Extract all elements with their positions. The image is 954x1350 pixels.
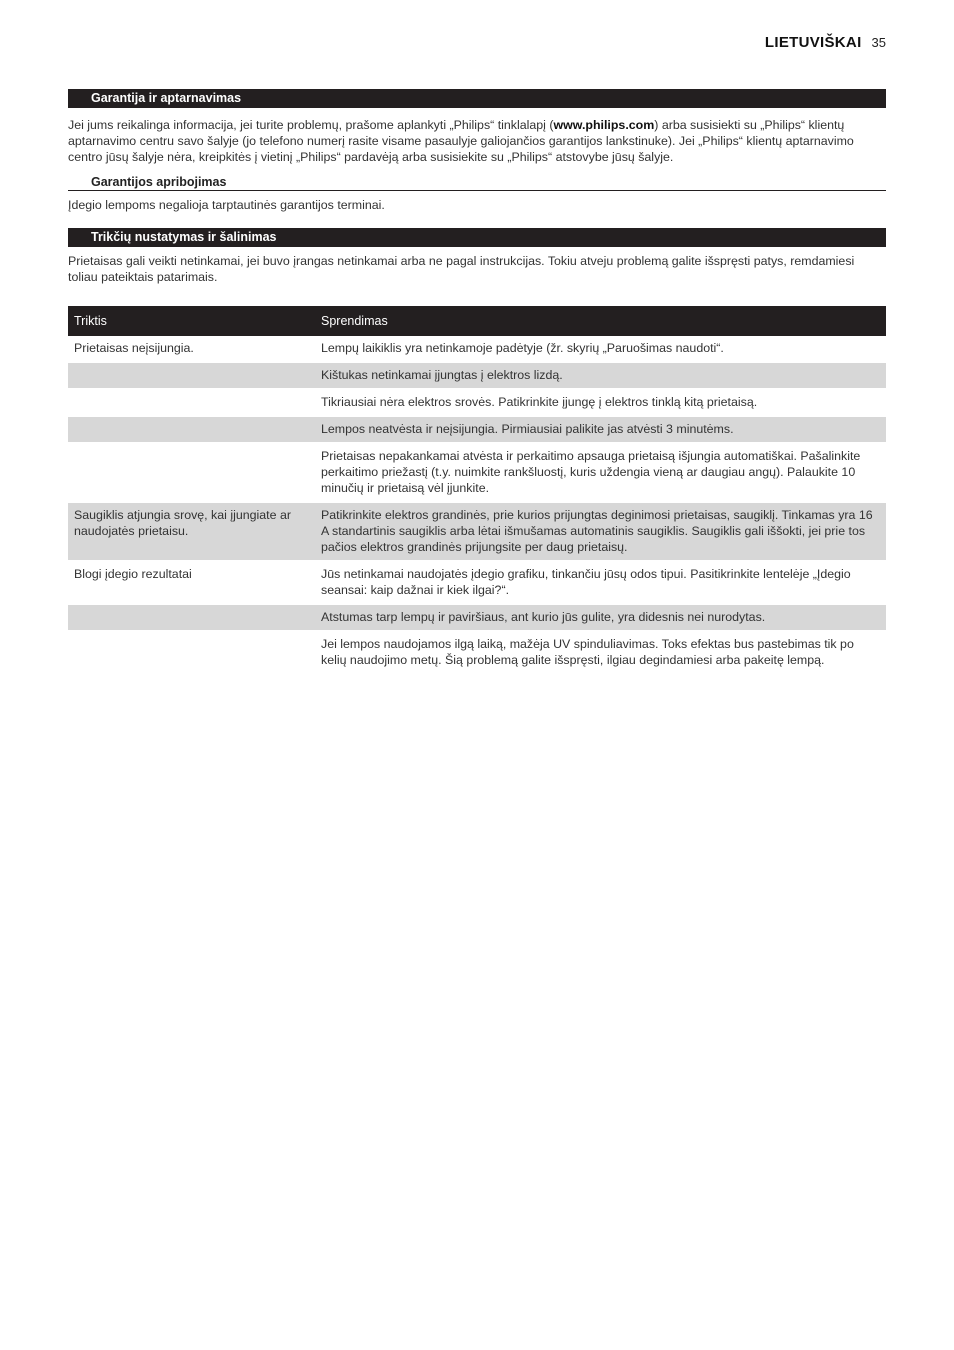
restrictions-paragraph: Įdegio lempoms negalioja tarptautinės garantijos terminai. — [68, 198, 385, 212]
warranty-text-end: ) arba susisiekti su „Philips“ klientų aptarnavimo centru savo šalyje (jo telefono numerį rasite visame pasaulyje galiojančios garantijos lankstinuke). Jei „Philips“ klientų aptarnavimo centro jūsų šalyje nėra, kreipkitės į vietinį „Philips“ pardavėją arba susisiekite su „Philips“ atstovybe jūsų šalyje. — [68, 118, 854, 164]
solution-cell: Atstumas tarp lempų ir paviršiaus, ant kurio jūs gulite, yra didesnis nei nurodytas. — [315, 604, 886, 631]
table-row — [68, 443, 886, 502]
table-row — [68, 389, 886, 416]
section-title-warranty: Garantija ir aptarnavimas — [68, 89, 886, 108]
table-row — [68, 502, 886, 561]
problem-cell: Saugiklis atjungia srovę, kai įjungiate ar naudojatės prietaisu. — [68, 502, 315, 561]
section-title-troubleshooting: Trikčių nustatymas ir šalinimas — [68, 228, 886, 247]
solution-cell: Lempos neatvėsta ir neįsijungia. Pirmiausiai palikite jas atvėsti 3 minutėms. — [315, 416, 886, 443]
table-row — [68, 336, 886, 362]
page-number: 35 — [871, 35, 886, 50]
section-title-restrictions: Garantijos apribojimas — [68, 173, 886, 191]
philips-website-link[interactable]: www.philips.com — [553, 118, 655, 132]
solution-cell: Prietaisas nepakankamai atvėsta ir perkaitimo apsauga prietaisą išjungia automatiškai. Pašalinkite perkaitimo priežastį (t.y. nuimkite rankšluostį, kuris uždengia vieną ar daugiau angų). Palaukite 10 minučių ir prietaisą vėl įjunkite. — [315, 443, 886, 502]
page-header — [765, 34, 886, 51]
problem-cell — [68, 443, 315, 502]
solution-cell: Tikriausiai nėra elektros srovės. Patikrinkite įjungę į elektros tinklą kitą prietaisą. — [315, 389, 886, 416]
header-problem: Triktis — [68, 306, 315, 336]
table-row — [68, 604, 886, 631]
solution-cell: Patikrinkite elektros grandinės, prie kurios prijungtas deginimosi prietaisas, saugiklį. Tinkamas yra 16 A standartinis saugiklis arba lėtai išmušamas automatinis saugiklis. Saugiklis gali iššokti, jei prie tos pačios elektros grandinės prijungsite per daug prietaisų. — [315, 502, 886, 561]
troubleshooting-paragraph: Prietaisas gali veikti netinkamai, jei buvo įrangas netinkamai arba ne pagal instrukcijas. Tokiu atveju problemą galite išspręsti patys, remdamiesi toliau pateiktais patarimais. — [68, 254, 855, 284]
language-label: LIETUVIŠKAI — [764, 34, 862, 51]
solution-cell: Kištukas netinkamai įjungtas į elektros lizdą. — [315, 362, 886, 389]
warranty-text-start: Jei jums reikalinga informacija, jei turite problemų, prašome aplankyti „Philips“ tinklalapį ( — [68, 118, 554, 132]
solution-cell: Lempų laikiklis yra netinkamoje padėtyje (žr. skyrių „Paruošimas naudoti“. — [321, 341, 724, 355]
solution-cell: Jūs netinkamai naudojatės įdegio grafiku, tinkančiu jūsų odos tipui. Pasitikrinkite lentelėje „Įdegio seansai: kaip dažnai ir kiek ilgai?“. — [315, 561, 886, 604]
table-header-row — [68, 306, 886, 336]
problem-cell — [68, 362, 315, 389]
table-row — [68, 416, 886, 443]
problem-cell — [68, 389, 315, 416]
problem-cell: Prietaisas neįsijungia. — [74, 341, 194, 355]
problem-cell — [68, 604, 315, 631]
problem-cell — [68, 631, 315, 673]
troubleshooting-table — [68, 306, 886, 673]
solution-cell: Jei lempos naudojamos ilgą laiką, mažėja UV spinduliavimas. Toks efektas bus pastebimas tik po kelių naudojimo metų. Šią problemą galite išspręsti, ilgiau degindamiesi arba pakeitę lempą. — [315, 631, 886, 673]
table-row — [68, 561, 886, 604]
problem-cell: Blogi įdegio rezultatai — [68, 561, 315, 604]
page-content — [68, 89, 886, 673]
warranty-paragraph — [68, 117, 886, 165]
header-solution: Sprendimas — [315, 306, 886, 336]
table-row — [68, 631, 886, 673]
problem-cell — [68, 416, 315, 443]
table-row — [68, 362, 886, 389]
